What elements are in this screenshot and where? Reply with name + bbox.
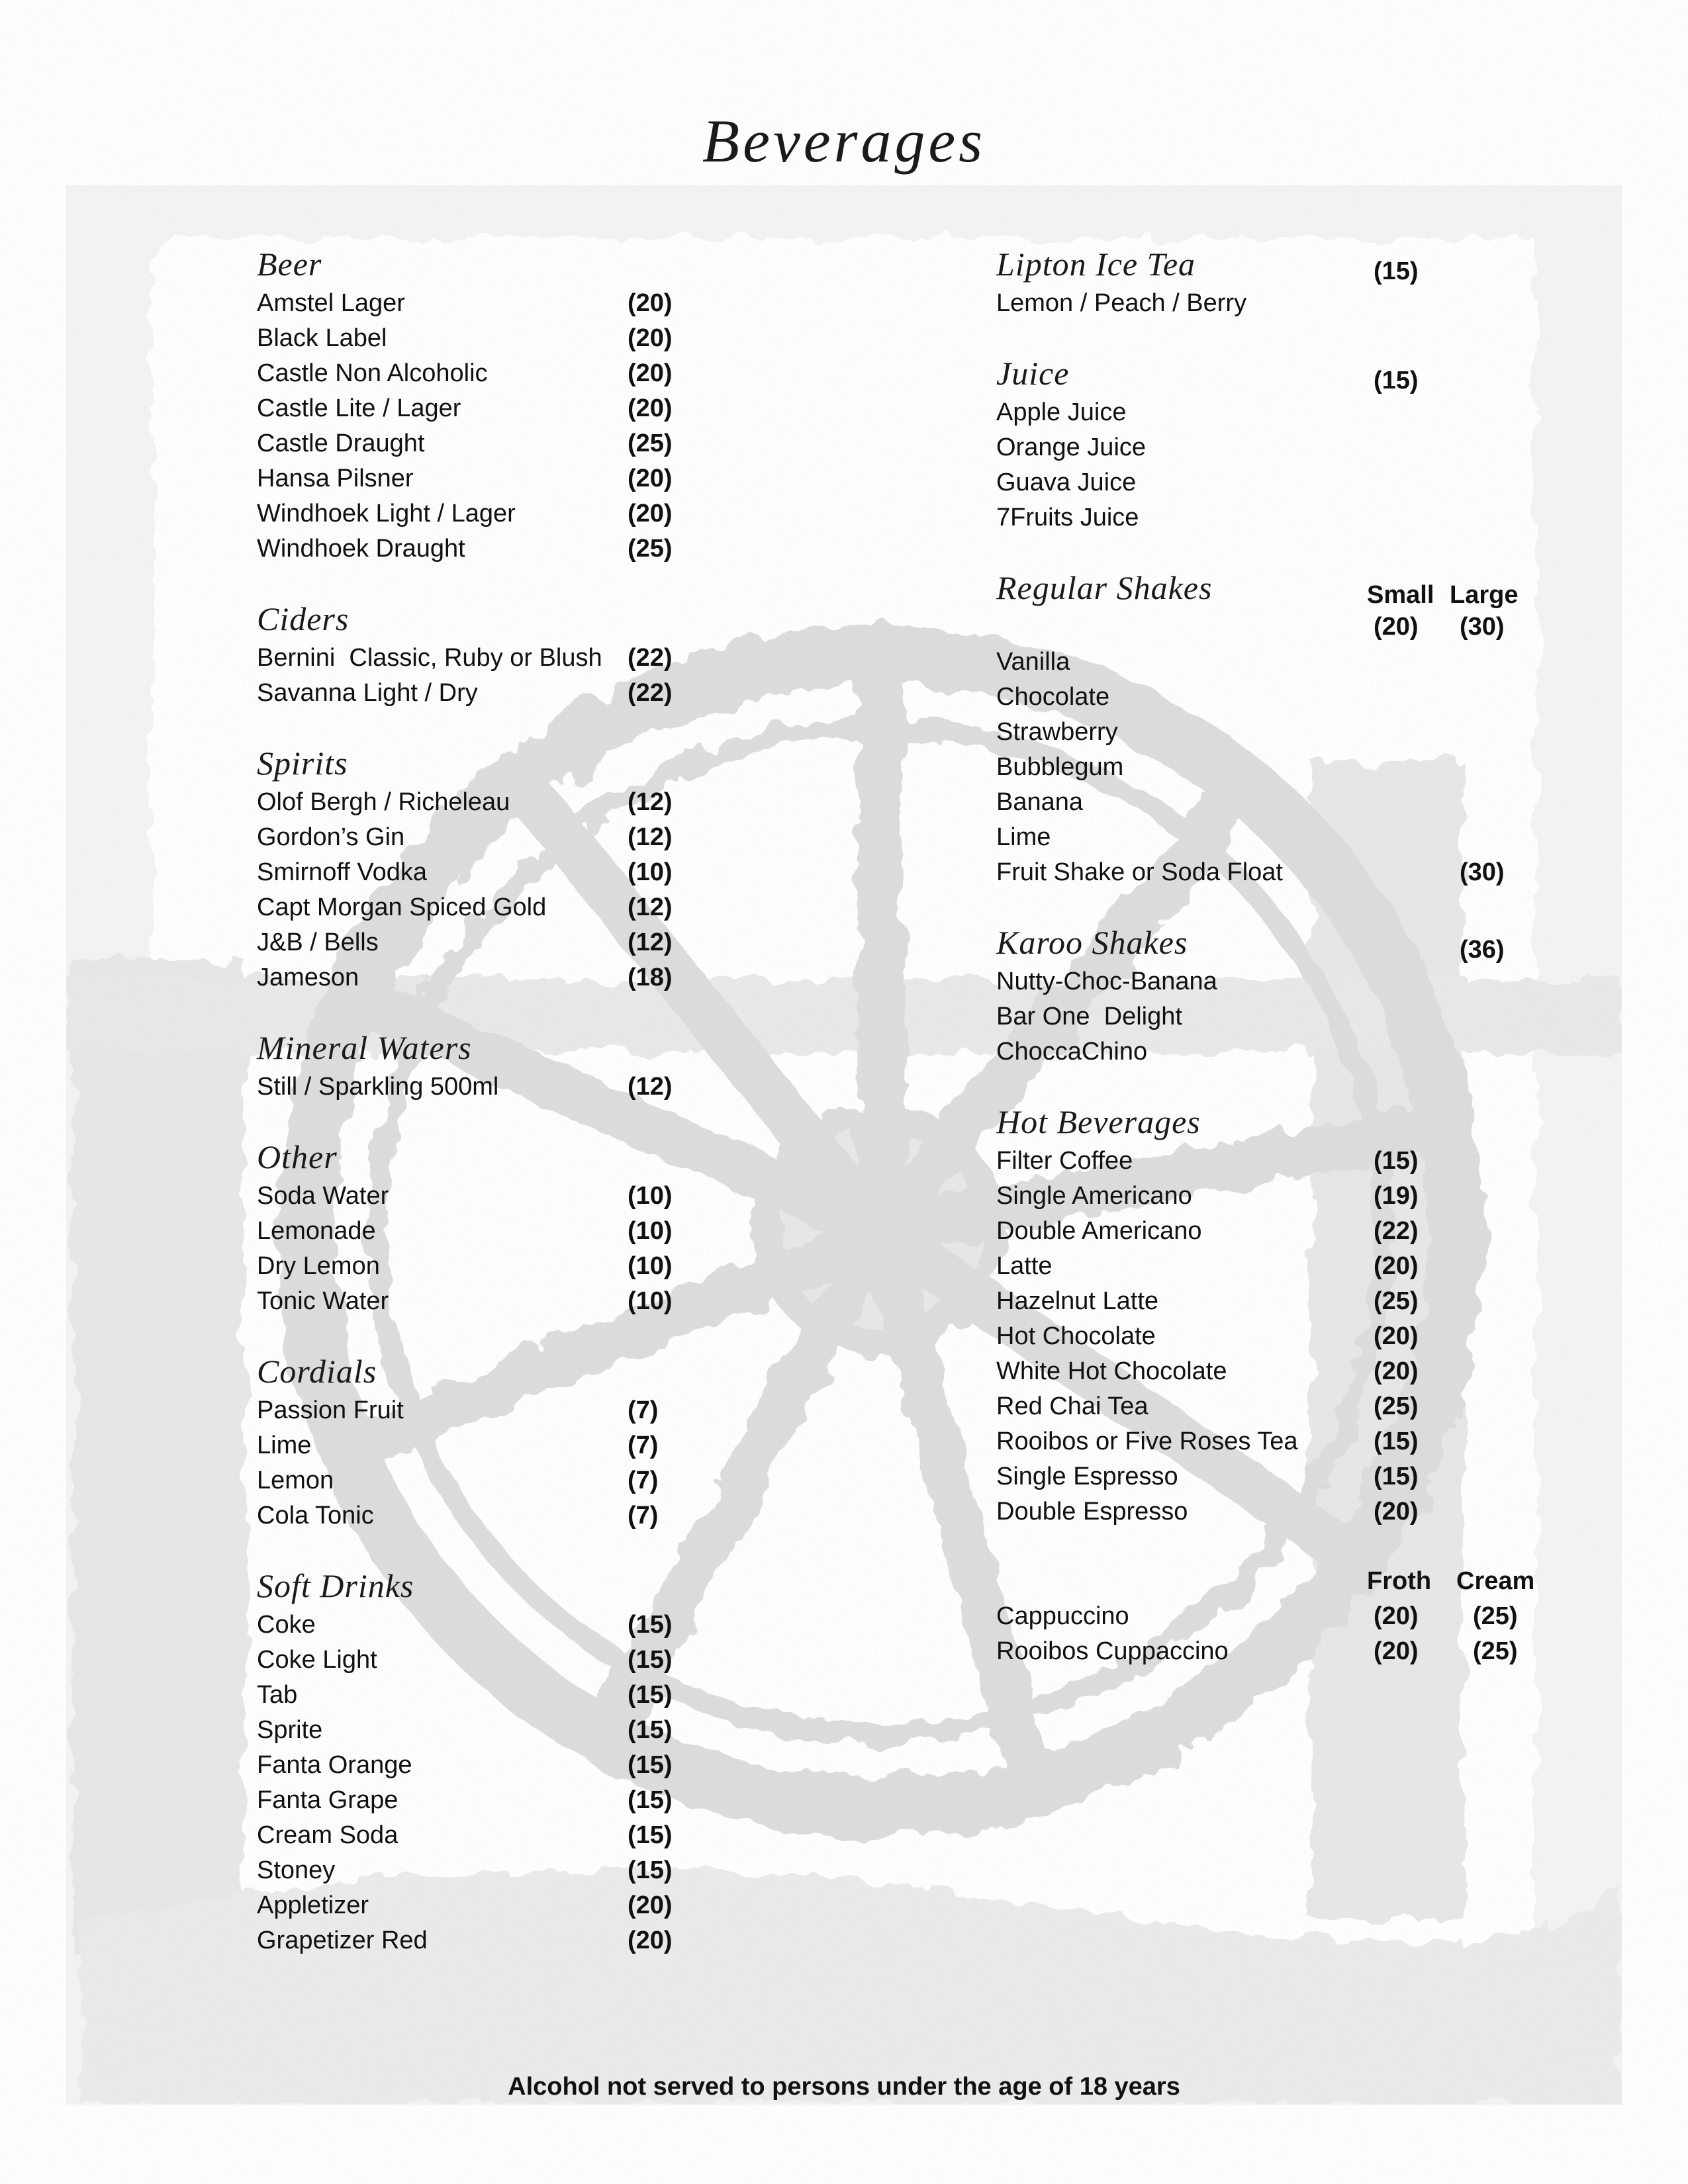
item-name: Windhoek Light / Lager <box>257 500 516 527</box>
section-price: (36) <box>1460 936 1505 964</box>
menu-item <box>996 1634 1566 1669</box>
section-title: Ciders <box>257 600 350 637</box>
item-price: (20) <box>1374 1498 1419 1525</box>
item-price: (7) <box>628 1432 659 1459</box>
item-name: Banana <box>996 788 1084 816</box>
menu-item <box>996 999 1566 1034</box>
menu-item <box>257 531 707 567</box>
item-price: (20) <box>628 1927 673 1954</box>
menu-item <box>996 1424 1566 1459</box>
section-ciders <box>257 601 707 711</box>
menu-item <box>996 1319 1566 1354</box>
menu-item <box>257 1608 707 1643</box>
item-name: Stoney <box>257 1856 336 1884</box>
menu-item <box>996 1599 1566 1634</box>
item-name: Castle Non Alcoholic <box>257 359 488 387</box>
item-name: ChoccaChino <box>996 1038 1148 1066</box>
section-karoo-shakes <box>996 925 1566 1069</box>
item-name: Lemon <box>257 1467 334 1494</box>
item-name: 7Fruits Juice <box>996 504 1139 531</box>
item-name: Black Label <box>257 324 387 352</box>
item-price: (15) <box>628 1681 673 1709</box>
item-name: Gordon’s Gin <box>257 823 405 851</box>
item-name: Coke Light <box>257 1646 377 1674</box>
menu-item <box>996 465 1566 500</box>
menu-item <box>996 680 1566 715</box>
item-price: (19) <box>1374 1182 1419 1210</box>
item-price: (15) <box>628 1856 673 1884</box>
section-beer <box>257 246 707 567</box>
item-name: Hot Chocolate <box>996 1322 1156 1350</box>
item-price-cream: (25) <box>1473 1602 1518 1630</box>
menu-item <box>257 1888 707 1923</box>
item-name: Grapetizer Red <box>257 1927 428 1954</box>
section-price: (15) <box>1374 367 1419 394</box>
item-price: (15) <box>1374 1147 1419 1175</box>
menu-item <box>996 1214 1566 1249</box>
menu-item <box>996 855 1566 890</box>
section-juice <box>996 355 1566 535</box>
item-name: Fruit Shake or Soda Float <box>996 858 1283 886</box>
item-name: Castle Draught <box>257 430 425 457</box>
item-name: Tab <box>257 1681 298 1709</box>
menu-item <box>996 750 1566 785</box>
section-title: Karoo Shakes <box>996 924 1188 961</box>
item-name: Bernini Classic, Ruby or Blush <box>257 644 602 672</box>
menu-item <box>257 1393 707 1428</box>
menu-item <box>996 1389 1566 1424</box>
item-name: Rooibos or Five Roses Tea <box>996 1428 1298 1455</box>
item-price: (20) <box>628 465 673 492</box>
item-name: Lemon / Peach / Berry <box>996 289 1247 317</box>
menu-item <box>257 890 707 925</box>
item-price: (30) <box>1460 858 1505 886</box>
item-name: Castle Lite / Lager <box>257 394 461 422</box>
item-price-froth: (20) <box>1374 1602 1419 1630</box>
item-price-froth: (20) <box>1374 1637 1419 1665</box>
menu-item <box>257 785 707 820</box>
menu-item <box>996 645 1566 680</box>
item-price: (12) <box>628 823 673 851</box>
item-name: Nutty-Choc-Banana <box>996 968 1217 995</box>
section-price: (15) <box>1374 257 1419 285</box>
menu-item <box>257 1643 707 1678</box>
price-small: (20) <box>1374 613 1419 641</box>
section-mineral-waters <box>257 1030 707 1105</box>
item-price: (15) <box>628 1611 673 1639</box>
section-title: Spirits <box>257 745 348 782</box>
item-name: Jameson <box>257 964 359 991</box>
item-name: Apple Juice <box>996 398 1127 426</box>
menu-item <box>257 1818 707 1853</box>
menu-item <box>257 391 707 426</box>
section-title: Juice <box>996 355 1070 392</box>
item-name: Lemonade <box>257 1217 376 1245</box>
item-price: (10) <box>628 1217 673 1245</box>
item-name: Hansa Pilsner <box>257 465 414 492</box>
item-name: Rooibos Cuppaccino <box>996 1637 1229 1665</box>
item-name: Soda Water <box>257 1182 389 1210</box>
item-price: (25) <box>628 430 673 457</box>
section-soft-drinks <box>257 1568 707 1958</box>
menu-item <box>996 820 1566 855</box>
item-price: (25) <box>1374 1287 1419 1315</box>
section-title: Soft Drinks <box>257 1567 414 1604</box>
section-title: Beer <box>257 246 322 283</box>
menu-item <box>257 1498 707 1533</box>
item-name: Fanta Grape <box>257 1786 399 1814</box>
item-name: Olof Bergh / Richeleau <box>257 788 510 816</box>
menu-item <box>257 1713 707 1748</box>
item-price: (20) <box>628 394 673 422</box>
menu-item <box>257 496 707 531</box>
item-price: (12) <box>628 788 673 816</box>
item-price: (15) <box>1374 1463 1419 1490</box>
item-name: Cola Tonic <box>257 1502 374 1529</box>
froth-label: Froth <box>1367 1567 1432 1595</box>
menu-item <box>257 1678 707 1713</box>
menu-item <box>996 1284 1566 1319</box>
section-other <box>257 1139 707 1319</box>
item-name: Still / Sparkling 500ml <box>257 1073 499 1101</box>
item-name: Smirnoff Vodka <box>257 858 428 886</box>
section-lipton-ice-tea <box>996 246 1566 321</box>
item-name: Fanta Orange <box>257 1751 412 1779</box>
menu-item <box>996 1144 1566 1179</box>
menu-item <box>996 395 1566 430</box>
item-name: Savanna Light / Dry <box>257 679 478 707</box>
section-cordials <box>257 1353 707 1533</box>
item-name: Bar One Delight <box>996 1003 1182 1030</box>
menu-item <box>257 461 707 496</box>
section-title: Other <box>257 1138 338 1175</box>
menu-item <box>257 925 707 960</box>
item-name: Latte <box>996 1252 1053 1280</box>
item-name: Single Espresso <box>996 1463 1178 1490</box>
item-name: Hazelnut Latte <box>996 1287 1159 1315</box>
section-title: Regular Shakes <box>996 569 1213 606</box>
menu-item <box>996 1179 1566 1214</box>
item-name: Orange Juice <box>996 433 1147 461</box>
menu-item <box>257 641 707 676</box>
menu-item <box>257 855 707 890</box>
age-restriction-notice: Alcohol not served to persons under the age of 18 years <box>508 2073 1180 2101</box>
item-name: Appletizer <box>257 1891 369 1919</box>
right-column <box>996 246 1566 1704</box>
item-price: (25) <box>1374 1392 1419 1420</box>
left-column <box>257 246 707 1993</box>
item-name: Windhoek Draught <box>257 535 465 563</box>
item-price: (22) <box>1374 1217 1419 1245</box>
menu-item <box>257 1748 707 1783</box>
item-price: (10) <box>628 1287 673 1315</box>
menu-item <box>996 430 1566 465</box>
section-title: Lipton Ice Tea <box>996 246 1196 283</box>
item-name: Guava Juice <box>996 469 1137 496</box>
menu-item <box>257 676 707 711</box>
item-name: Lime <box>996 823 1051 851</box>
item-name: Cream Soda <box>257 1821 399 1849</box>
menu-item <box>996 785 1566 820</box>
item-price: (10) <box>628 858 673 886</box>
item-name: Sprite <box>257 1716 323 1744</box>
item-price: (20) <box>628 500 673 527</box>
item-name: Tonic Water <box>257 1287 389 1315</box>
page-title: Beverages <box>702 107 986 175</box>
item-name: Capt Morgan Spiced Gold <box>257 893 547 921</box>
item-price: (12) <box>628 929 673 956</box>
item-name: Passion Fruit <box>257 1396 404 1424</box>
size-label-small: Small <box>1367 581 1434 609</box>
item-name: White Hot Chocolate <box>996 1357 1227 1385</box>
section-title: Cordials <box>257 1353 377 1390</box>
item-price: (20) <box>1374 1357 1419 1385</box>
item-price: (15) <box>628 1786 673 1814</box>
item-price: (7) <box>628 1396 659 1424</box>
menu-item <box>257 1463 707 1498</box>
item-price: (20) <box>628 1891 673 1919</box>
item-price: (12) <box>628 1073 673 1101</box>
item-price: (15) <box>628 1751 673 1779</box>
menu-item <box>257 1428 707 1463</box>
item-price: (20) <box>628 359 673 387</box>
menu-item <box>257 1249 707 1284</box>
item-name: Red Chai Tea <box>996 1392 1149 1420</box>
item-price: (15) <box>628 1821 673 1849</box>
menu-item <box>996 1494 1566 1529</box>
item-price: (10) <box>628 1182 673 1210</box>
menu-item <box>257 1923 707 1958</box>
menu-item <box>996 286 1566 321</box>
item-price: (18) <box>628 964 673 991</box>
menu-item <box>257 1069 707 1105</box>
item-name: Vanilla <box>996 648 1070 676</box>
menu-item <box>996 1034 1566 1069</box>
item-name: J&B / Bells <box>257 929 379 956</box>
item-name: Cappuccino <box>996 1602 1129 1630</box>
section-regular-shakes <box>996 570 1566 890</box>
menu-item <box>996 1459 1566 1494</box>
menu-item <box>257 1284 707 1319</box>
menu-item <box>996 500 1566 535</box>
item-price: (20) <box>628 289 673 317</box>
item-price: (15) <box>628 1646 673 1674</box>
size-label-large: Large <box>1450 581 1519 609</box>
item-name: Strawberry <box>996 718 1118 746</box>
price-large: (30) <box>1460 613 1505 641</box>
section-title: Mineral Waters <box>257 1029 472 1066</box>
menu-item <box>996 715 1566 750</box>
menu-item <box>257 1214 707 1249</box>
menu-item <box>257 321 707 356</box>
item-name: Double Espresso <box>996 1498 1188 1525</box>
menu-item <box>257 1783 707 1818</box>
item-name: Amstel Lager <box>257 289 405 317</box>
item-price-cream: (25) <box>1473 1637 1518 1665</box>
item-name: Single Americano <box>996 1182 1192 1210</box>
item-price: (15) <box>1374 1428 1419 1455</box>
section-title: Hot Beverages <box>996 1103 1201 1140</box>
item-price: (20) <box>628 324 673 352</box>
item-name: Filter Coffee <box>996 1147 1133 1175</box>
item-price: (20) <box>1374 1322 1419 1350</box>
item-name: Chocolate <box>996 683 1110 711</box>
section-hot-beverages <box>996 1104 1566 1669</box>
cream-label: Cream <box>1456 1567 1535 1595</box>
menu-item <box>257 286 707 321</box>
item-price: (20) <box>1374 1252 1419 1280</box>
menu-item <box>257 820 707 855</box>
item-name: Coke <box>257 1611 316 1639</box>
menu-item <box>257 1853 707 1888</box>
menu-item <box>996 1249 1566 1284</box>
item-price: (7) <box>628 1467 659 1494</box>
item-name: Dry Lemon <box>257 1252 380 1280</box>
menu-item <box>996 1354 1566 1389</box>
item-price: (25) <box>628 535 673 563</box>
item-name: Lime <box>257 1432 312 1459</box>
item-name: Double Americano <box>996 1217 1202 1245</box>
item-price: (12) <box>628 893 673 921</box>
item-price: (15) <box>628 1716 673 1744</box>
menu-item <box>257 1179 707 1214</box>
menu-item <box>257 356 707 391</box>
item-price: (22) <box>628 679 673 707</box>
item-price: (10) <box>628 1252 673 1280</box>
menu-item <box>257 426 707 461</box>
item-price: (7) <box>628 1502 659 1529</box>
item-price: (22) <box>628 644 673 672</box>
menu-item <box>996 964 1566 999</box>
menu-item <box>257 960 707 995</box>
section-spirits <box>257 745 707 995</box>
item-name: Bubblegum <box>996 753 1124 781</box>
